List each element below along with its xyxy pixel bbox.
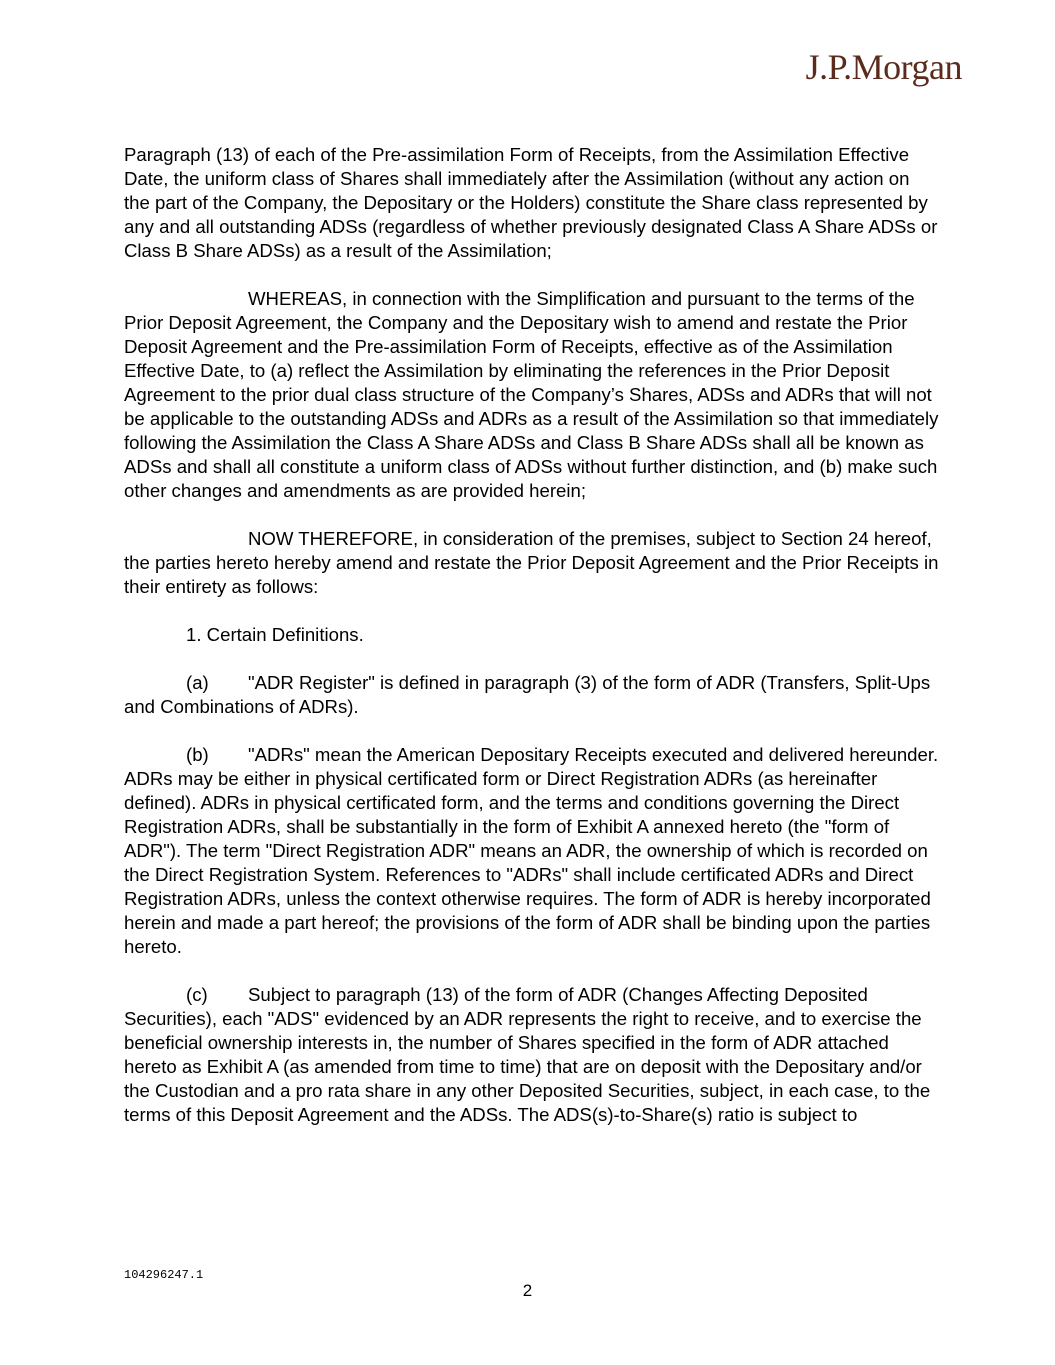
document-id: 104296247.1 <box>124 1268 204 1282</box>
jpmorgan-logo: J.P.Morgan <box>805 47 962 87</box>
definition-item-b <box>124 743 939 959</box>
definition-text: Subject to paragraph (13) of the form of ADR (Changes Affecting Deposited Securities), each "ADS" evidenced by an ADR represents the right to receive, and to exercise the beneficial ownership interests in, the number of Shares specified in the form of ADR attached hereto as Exhibit A (as amended from time to time) that are on deposit with the Depositary and/or the Custodian and a pro rata share in any other Deposited Securities, subject, in each case, to the terms of this Deposit Agreement and the ADSs. The ADS(s)-to-Share(s) ratio is subject to <box>124 984 931 1125</box>
definition-marker: (b) <box>186 744 209 765</box>
paragraph-now-therefore: NOW THEREFORE, in consideration of the premises, subject to Section 24 hereof, the parties hereto hereby amend and restate the Prior Deposit Agreement and the Prior Receipts in their entirety as follows: <box>124 528 939 597</box>
document-body <box>124 143 939 1151</box>
definition-item-c <box>124 983 939 1127</box>
paragraph-whereas: WHEREAS, in connection with the Simplification and pursuant to the terms of the Prior Deposit Agreement, the Company and the Depositary wish to amend and restate the Prior Deposit Agreement and the Pre-assimilation Form of Receipts, effective as of the Assimilation Effective Date, to (a) reflect the Assimilation by eliminating the references in the Prior Deposit Agreement to the prior dual class structure of the Company’s Shares, ADSs and ADRs that will not be applicable to the outstanding ADSs and ADRs as a result of the Assimilation so that immediately following the Assimilation the Class A Share ADSs and Class B Share ADSs shall all be known as ADSs and shall all constitute a uniform class of ADSs without further distinction, and (b) make such other changes and amendments as are provided herein; <box>124 288 939 501</box>
section-heading-certain-definitions: 1. Certain Definitions. <box>186 624 364 645</box>
definition-marker: (a) <box>186 672 209 693</box>
definition-text: "ADRs" mean the American Depositary Receipts executed and delivered hereunder. ADRs may be either in physical certificated form or Direct Registration ADRs (as hereinafter defined). ADRs in physical certificated form, and the terms and conditions governing the Direct Registration ADRs, shall be substantially in the form of Exhibit A annexed hereto (the "form of ADR"). The term "Direct Registration ADR" means an ADR, the ownership of which is recorded on the Direct Registration System. References to "ADRs" shall include certificated ADRs and Direct Registration ADRs, unless the context otherwise requires. The form of ADR is hereby incorporated herein and made a part hereof; the provisions of the form of ADR shall be binding upon the parties hereto. <box>124 744 939 957</box>
page-number: 2 <box>522 1281 533 1300</box>
definition-item-a <box>124 671 939 719</box>
paragraph-assimilation: Paragraph (13) of each of the Pre-assimilation Form of Receipts, from the Assimilation Effective Date, the uniform class of Shares shall immediately after the Assimilation (without any action on the part of the Company, the Depositary or the Holders) constitute the Share class represented by any and all outstanding ADSs (regardless of whether previously designated Class A Share ADSs or Class B Share ADSs) as a result of the Assimilation; <box>124 144 938 261</box>
definition-text: "ADR Register" is defined in paragraph (3) of the form of ADR (Transfers, Split-Ups and Combinations of ADRs). <box>124 672 931 717</box>
definition-marker: (c) <box>186 984 208 1005</box>
